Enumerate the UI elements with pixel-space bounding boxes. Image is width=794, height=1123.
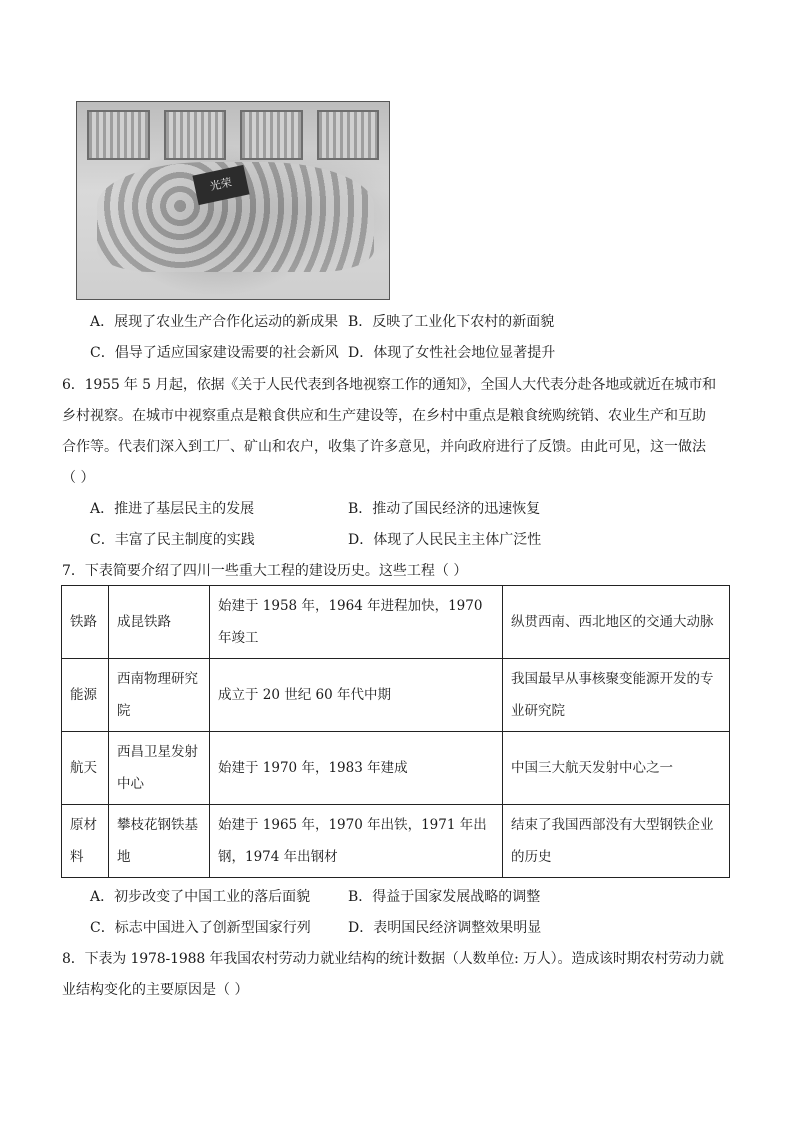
- q7-option-b[interactable]: B．得益于国家发展战略的调整: [348, 889, 541, 905]
- q6-stem-line-1: 6．1955 年 5 月起，依据《关于人民代表到各地视察工作的通知》，全国人大代表分赴各地或就近在城市和: [62, 377, 716, 393]
- q6-option-c[interactable]: C．丰富了民主制度的实践: [90, 532, 255, 548]
- q6-stem-line-4: （ ）: [62, 470, 95, 486]
- table-row: [62, 805, 730, 878]
- table-row: [62, 732, 730, 805]
- q7-option-d[interactable]: D．表明国民经济调整效果明显: [348, 920, 542, 936]
- table-row: [62, 586, 730, 659]
- table-cell-project: 攀枝花钢铁基地: [109, 805, 210, 878]
- photo-banner: 光荣: [192, 165, 249, 205]
- table-cell-history: 成立于 20 世纪 60 年代中期: [210, 659, 503, 732]
- table-cell-significance: 纵贯西南、西北地区的交通大动脉: [503, 586, 730, 659]
- table-cell-history: 始建于 1965 年，1970 年出铁，1971 年出钢，1974 年出钢材: [210, 805, 503, 878]
- table-cell-significance: 我国最早从事核聚变能源开发的专业研究院: [503, 659, 730, 732]
- table-cell-field: 航天: [62, 732, 109, 805]
- projects-table: [61, 585, 730, 878]
- q8-stem-line-2: 业结构变化的主要原因是（ ）: [62, 982, 249, 998]
- table-cell-significance: 结束了我国西部没有大型钢铁企业的历史: [503, 805, 730, 878]
- table-cell-project: 成昆铁路: [109, 586, 210, 659]
- table-cell-field: 能源: [62, 659, 109, 732]
- q6-stem-line-2: 乡村视察。在城市中视察重点是粮食供应和生产建设等，在乡村中重点是粮食统购统销、农业生产和互助: [62, 408, 706, 424]
- q5-option-d[interactable]: D．体现了女性社会地位显著提升: [348, 345, 556, 361]
- table-cell-significance: 中国三大航天发射中心之一: [503, 732, 730, 805]
- photo-windows: [87, 110, 379, 160]
- table-cell-history: 始建于 1958 年，1964 年进程加快，1970 年竣工: [210, 586, 503, 659]
- q5-option-a[interactable]: A．展现了农业生产合作化运动的新成果: [90, 314, 339, 330]
- table-cell-project: 西昌卫星发射中心: [109, 732, 210, 805]
- q8-stem-line-1: 8．下表为 1978-1988 年我国农村劳动力就业结构的统计数据（人数单位: 万人）。造成该时期农村劳动力就: [62, 951, 724, 967]
- q5-option-b[interactable]: B．反映了工业化下农村的新面貌: [348, 314, 555, 330]
- q6-option-a[interactable]: A．推进了基层民主的发展: [90, 501, 255, 517]
- q5-option-c[interactable]: C．倡导了适应国家建设需要的社会新风: [90, 345, 339, 361]
- table-cell-history: 始建于 1970 年，1983 年建成: [210, 732, 503, 805]
- table-row: [62, 659, 730, 732]
- historical-photo: [76, 101, 390, 300]
- table-cell-field: 原材料: [62, 805, 109, 878]
- table-cell-field: 铁路: [62, 586, 109, 659]
- q6-stem-line-3: 合作等。代表们深入到工厂、矿山和农户，收集了许多意见，并向政府进行了反馈。由此可见，这一做法: [62, 439, 706, 455]
- q6-option-d[interactable]: D．体现了人民民主主体广泛性: [348, 532, 542, 548]
- q7-option-a[interactable]: A．初步改变了中国工业的落后面貌: [90, 889, 311, 905]
- q6-option-b[interactable]: B．推动了国民经济的迅速恢复: [348, 501, 541, 517]
- table-cell-project: 西南物理研究院: [109, 659, 210, 732]
- q7-option-c[interactable]: C．标志中国进入了创新型国家行列: [90, 920, 311, 936]
- q7-stem: 7．下表简要介绍了四川一些重大工程的建设历史。这些工程（ ）: [62, 563, 468, 579]
